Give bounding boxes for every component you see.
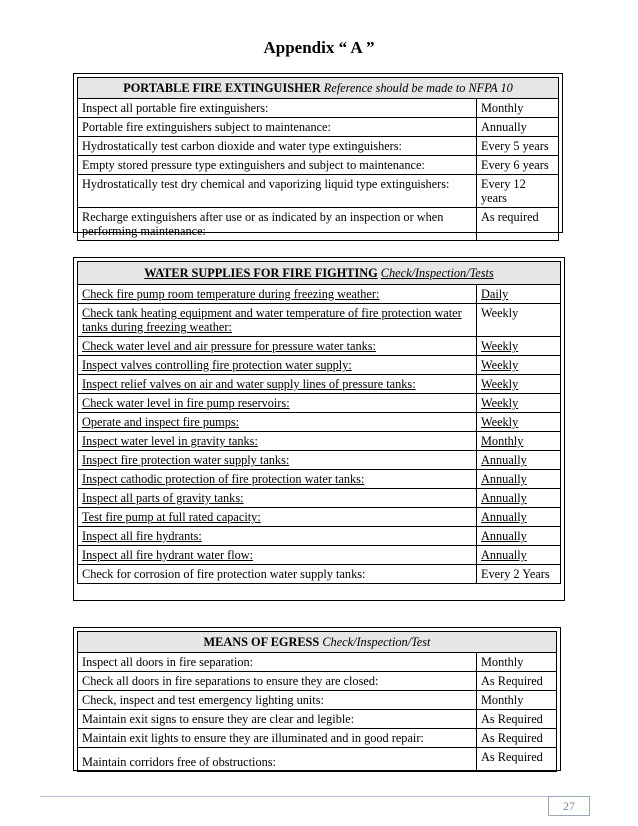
table-row (78, 546, 561, 565)
task-cell: Check all doors in fire separations to ensure they are closed: (78, 672, 477, 691)
table-row (78, 489, 561, 508)
section-reference: Check/Inspection/Tests (380, 266, 494, 280)
task-cell: Inspect valves controlling fire protection water supply: (82, 358, 352, 372)
table-row (78, 470, 561, 489)
frequency-cell: Monthly (477, 691, 557, 710)
frequency-cell: Every 5 years (477, 137, 559, 156)
frequency-cell: Annually (481, 453, 527, 467)
table-row (78, 653, 557, 672)
task-cell: Maintain corridors free of obstructions: (78, 748, 477, 772)
frequency-cell: Every 2 Years (481, 567, 550, 581)
table-row (78, 413, 561, 432)
frequency-cell: As Required (477, 729, 557, 748)
task-cell: Check water level in fire pump reservoirs: (82, 396, 290, 410)
table-row (78, 156, 559, 175)
table-row (78, 137, 559, 156)
frequency-cell: Weekly (481, 377, 519, 391)
task-cell: Portable fire extinguishers subject to maintenance: (78, 118, 477, 137)
frequency-cell: As Required (477, 710, 557, 729)
table-row (78, 175, 559, 208)
table-header-row (78, 262, 561, 285)
task-cell: Check fire pump room temperature during freezing weather: (82, 287, 380, 301)
table-row (78, 99, 559, 118)
table-row (78, 527, 561, 546)
table-row (78, 337, 561, 356)
section-title: PORTABLE FIRE EXTINGUISHER (123, 81, 321, 95)
frequency-cell: As required (477, 208, 559, 241)
frequency-cell: Every 6 years (477, 156, 559, 175)
task-cell: Inspect relief valves on air and water supply lines of pressure tanks: (82, 377, 416, 391)
page-title: Appendix “ A ” (263, 38, 375, 57)
table-row (78, 304, 561, 337)
section-reference: Check/Inspection/Test (322, 635, 431, 649)
task-cell: Inspect all fire hydrant water flow: (82, 548, 254, 562)
table-header-row (78, 78, 559, 99)
task-cell: Operate and inspect fire pumps: (82, 415, 240, 429)
frequency-cell: Weekly (481, 339, 519, 353)
task-cell: Check tank heating equipment and water temperature of fire protection water tanks during freezing weather: (82, 306, 462, 334)
task-cell: Check, inspect and test emergency lighting units: (78, 691, 477, 710)
table-means-of-egress (77, 631, 557, 772)
task-cell: Check for corrosion of fire protection water supply tanks: (82, 567, 366, 581)
frequency-cell: Daily (481, 287, 509, 301)
table-water-supplies (77, 261, 561, 584)
table-row (78, 208, 559, 241)
table-row (78, 432, 561, 451)
task-cell: Inspect all parts of gravity tanks: (82, 491, 244, 505)
table-row (78, 565, 561, 584)
table-row (78, 729, 557, 748)
frequency-cell: Annually (481, 491, 527, 505)
frequency-cell: As Required (477, 748, 557, 772)
task-cell: Inspect all portable fire extinguishers: (78, 99, 477, 118)
table-row (78, 691, 557, 710)
task-cell: Empty stored pressure type extinguishers and subject to maintenance: (78, 156, 477, 175)
section-reference: Reference should be made to NFPA 10 (323, 81, 513, 95)
footer-rule (40, 796, 550, 797)
task-cell: Check water level and air pressure for pressure water tanks: (82, 339, 376, 353)
table-row (78, 118, 559, 137)
frequency-cell: Every 12 years (477, 175, 559, 208)
frequency-cell: Monthly (477, 653, 557, 672)
section-title: MEANS OF EGRESS (203, 635, 320, 649)
task-cell: Maintain exit signs to ensure they are clear and legible: (78, 710, 477, 729)
page-number: 27 (548, 796, 590, 816)
frequency-cell: As Required (477, 672, 557, 691)
table-row (78, 451, 561, 470)
table-row (78, 672, 557, 691)
section-title: WATER SUPPLIES FOR FIRE FIGHTING (144, 266, 378, 280)
frequency-cell: Annually (481, 472, 527, 486)
table-row (78, 285, 561, 304)
task-cell: Maintain exit lights to ensure they are illuminated and in good repair: (78, 729, 477, 748)
table-row (78, 375, 561, 394)
task-cell: Inspect fire protection water supply tanks: (82, 453, 290, 467)
task-cell: Inspect all fire hydrants: (82, 529, 202, 543)
table-header-row (78, 632, 557, 653)
task-cell: Hydrostatically test dry chemical and vaporizing liquid type extinguishers: (78, 175, 477, 208)
task-cell: Hydrostatically test carbon dioxide and water type extinguishers: (78, 137, 477, 156)
task-cell: Test fire pump at full rated capacity: (82, 510, 261, 524)
frequency-cell: Annually (481, 529, 527, 543)
task-cell: Inspect all doors in fire separation: (78, 653, 477, 672)
frequency-cell: Weekly (481, 358, 519, 372)
table-row (78, 356, 561, 375)
table-row (78, 710, 557, 729)
frequency-cell: Annually (481, 548, 527, 562)
frequency-cell: Weekly (481, 415, 519, 429)
table-portable-extinguisher (77, 77, 559, 241)
table-row (78, 394, 561, 413)
task-cell: Inspect cathodic protection of fire protection water tanks: (82, 472, 365, 486)
frequency-cell: Weekly (481, 306, 519, 320)
table-row (78, 508, 561, 527)
frequency-cell: Weekly (481, 396, 519, 410)
task-cell: Recharge extinguishers after use or as indicated by an inspection or when performing maintenance: (78, 208, 477, 241)
table-row (78, 748, 557, 772)
frequency-cell: Monthly (477, 99, 559, 118)
frequency-cell: Monthly (481, 434, 524, 448)
frequency-cell: Annually (481, 510, 527, 524)
task-cell: Inspect water level in gravity tanks: (82, 434, 258, 448)
frequency-cell: Annually (477, 118, 559, 137)
